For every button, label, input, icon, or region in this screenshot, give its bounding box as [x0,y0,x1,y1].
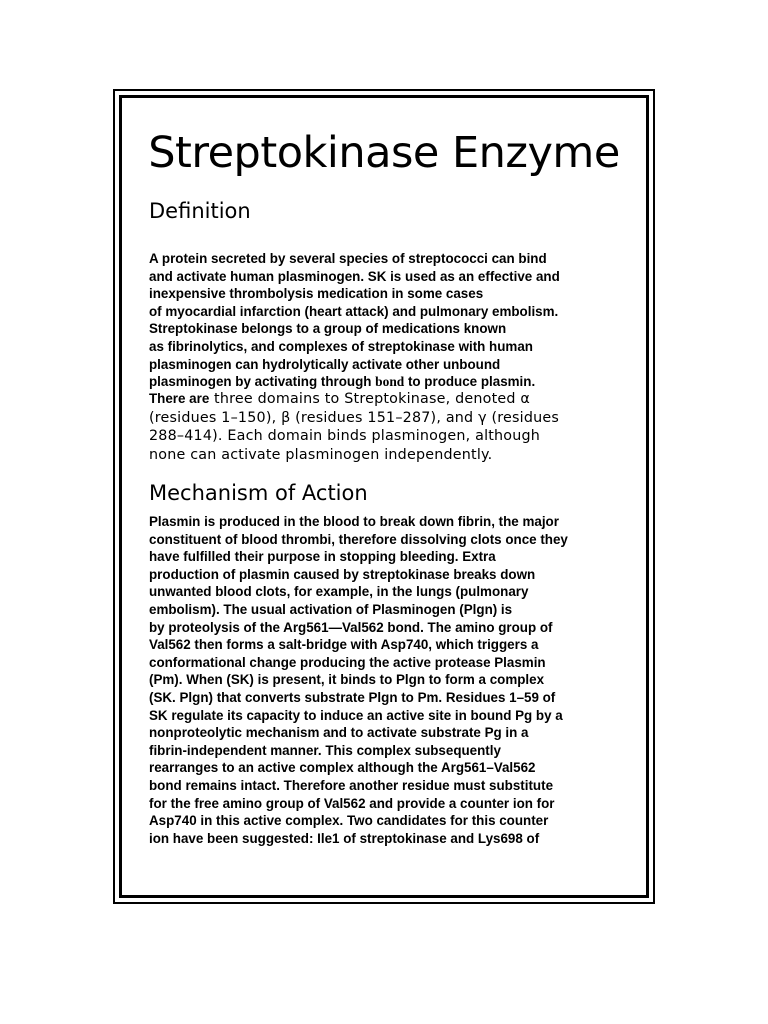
text-line: Streptokinase belongs to a group of medications known [149,321,507,337]
text-line: bond remains intact. Therefore another residue must substitute [149,777,554,793]
text-line: rearranges to an active complex although the Arg561–Val562 [149,760,536,776]
text-line: constituent of blood thrombi, therefore dissolving clots once they [149,531,568,547]
text-line: SK regulate its capacity to induce an active site in bound Pg by a [149,707,563,723]
text-line: (SK. Plgn) that converts substrate Plgn to Pm. Residues 1–59 of [149,689,556,705]
text-line: none can activate plasminogen independently. [149,446,493,463]
text-fragment: plasminogen by activating through [149,374,376,390]
text-line: 288–414). Each domain binds plasminogen, although [149,428,541,445]
text-line: Plasmin is produced in the blood to break down fibrin, the major [149,514,559,529]
text-line: and activate human plasminogen. SK is used as an effective and [149,268,560,284]
document-title: Streptokinase Enzyme [148,128,620,178]
text-fragment-bold: There are [149,391,210,406]
mechanism-paragraph [149,513,629,847]
text-line: embolism). The usual activation of Plasminogen (Plgn) is [149,601,513,617]
definition-domains-paragraph [149,390,629,464]
text-line: by proteolysis of the Arg561—Val562 bond. The amino group of [149,619,553,635]
text-fragment: to produce plasmin. [404,374,536,390]
text-line: of myocardial infarction (heart attack) and pulmonary embolism. [149,303,559,319]
text-line: have fulfilled their purpose in stopping bleeding. Extra [149,549,496,565]
text-line: inexpensive thrombolysis medication in some cases [149,286,484,302]
text-fragment: three domains to Streptokinase, denoted α [209,391,531,407]
text-line: unwanted blood clots, for example, in the lungs (pulmonary [149,584,529,600]
mechanism-heading: Mechanism of Action [149,481,368,505]
text-line: plasminogen can hydrolytically activate other unbound [149,356,501,372]
text-line: conformational change producing the active protease Plasmin [149,654,546,670]
text-line: production of plasmin caused by streptokinase breaks down [149,566,536,582]
text-line: for the free amino group of Val562 and provide a counter ion for [149,795,555,811]
definition-heading: Definition [149,199,251,223]
text-line: nonproteolytic mechanism and to activate substrate Pg in a [149,725,529,741]
text-line: fibrin-independent manner. This complex subsequently [149,742,501,758]
text-line [149,373,629,391]
text-line: A protein secreted by several species of streptococci can bind [149,251,547,266]
text-line: Asp740 in this active complex. Two candidates for this counter [149,813,549,829]
text-line: Val562 then forms a salt-bridge with Asp740, which triggers a [149,637,539,653]
text-line: (residues 1–150), β (residues 151–287), and γ (residues [149,409,560,426]
text-fragment-serif: bond [375,374,405,390]
text-line: (Pm). When (SK) is present, it binds to Plgn to form a complex [149,672,545,688]
definition-paragraph [149,250,629,391]
text-line [149,390,629,409]
text-line: as fibrinolytics, and complexes of streptokinase with human [149,338,533,354]
text-line: ion have been suggested: Ile1 of streptokinase and Lys698 of [149,830,540,846]
